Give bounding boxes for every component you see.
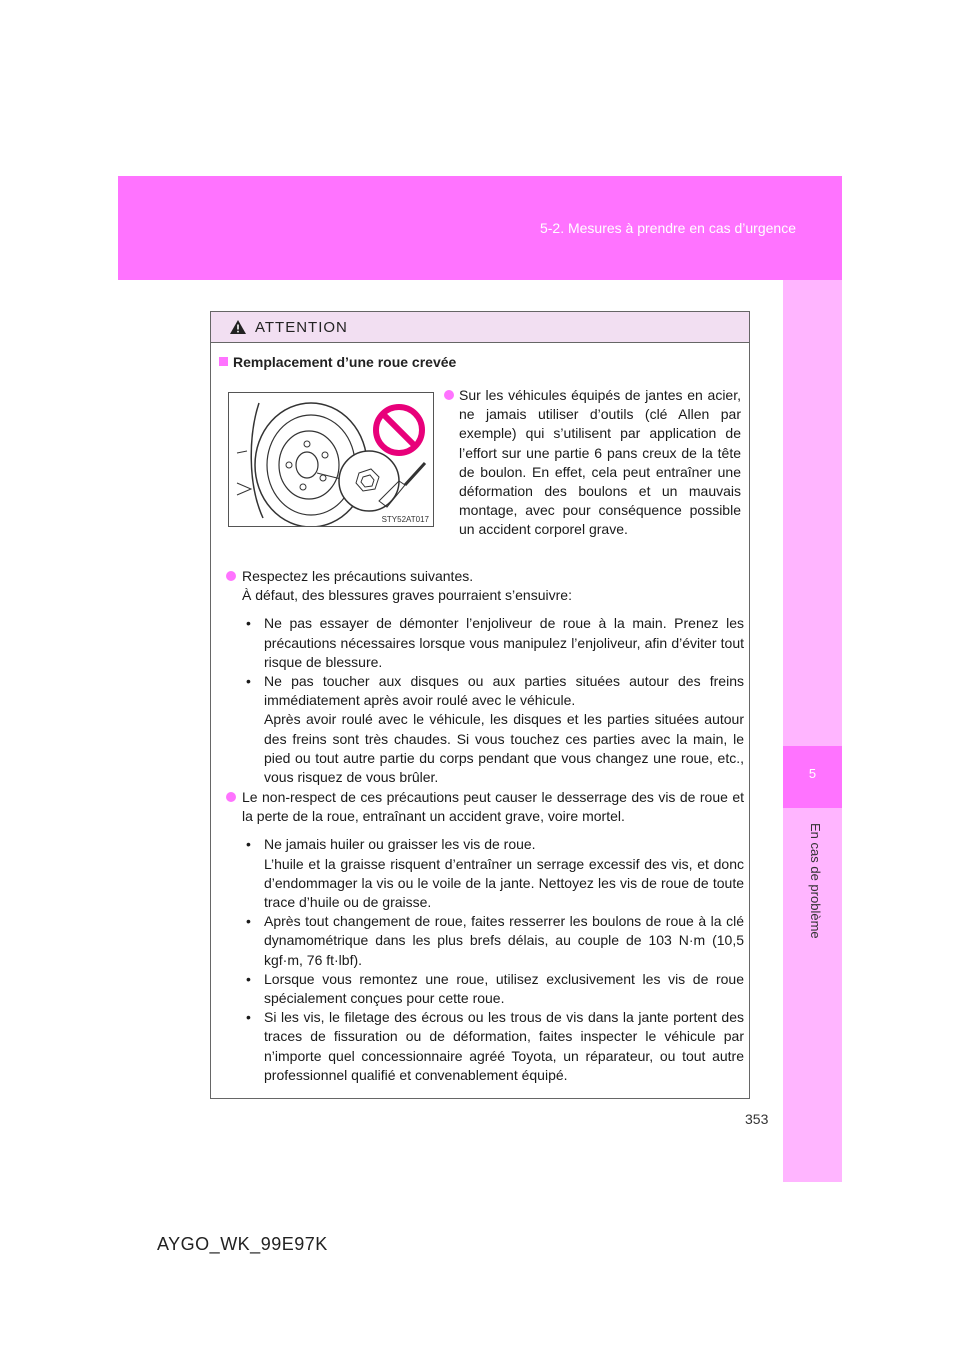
document-code: AYGO_WK_99E97K [157,1234,328,1254]
wheel-illustration [228,392,434,527]
chapter-number: 5 [808,766,817,781]
list-item: • Ne jamais huiler ou graisser les vis de roue. L’huile et la graisse risquent d’entraîner un serrage excessif des vis, et donc d’endommager la vis ou le voile de la jante. Nettoyez les vis de roue de toute trace d’huile ou de graisse. [246,836,744,911]
chapter-name: En cas de problème [808,823,823,939]
caution-title: ATTENTION [255,318,348,336]
section-title: 5-2. Mesures à prendre en cas d’urgence [539,220,796,236]
warning-icon [229,319,247,335]
caution-point-3: Le non-respect de ces précautions peut causer le desserrage des vis de roue et la perte de la roue, entraînant un accident grave, voire mortel. • Ne jamais huiler ou graisser les vis de roue. L’huile et la graisse risquent d’entraîner un serrage excessif des vis, et donc d’endommager la vis ou le voile de la jante. Nettoyez les vis de roue de toute trace d’huile ou de graisse. • Après tout changement de roue, faites resserrer les boulons de roue à la clé dynamométrique dans les plus brefs délais, au couple de 103 N·m (10,5 kgf·m, 76 ft·lbf). • Lorsque vous remontez une roue, utilisez exclusivement les vis de roue spécialement conçues pour cette roue. • Si les vis, le filetage des écrous ou les trous de vis dans la jante portent des traces de fissuration ou de déformation, faites inspecter le véhicule par n’importe quel concessionnaire agréé Toyota, un réparateur, ou tout autre professionnel qualifié et convenablement équipé. [226,788,744,1085]
chapter-tab-active [783,746,842,808]
chapter-side-tab[interactable] [783,280,842,1182]
list-item: • Ne pas essayer de démonter l’enjoliveur de roue à la main. Prenez les précautions nécessaires lorsque vous manipulez l’enjoliveur, afin d’éviter tout risque de blessure. [246,615,744,670]
round-bullet-icon [444,390,454,400]
list-item: • Après tout changement de roue, faites resserrer les boulons de roue à la clé dynamométrique dans les plus brefs délais, au couple de 103 N·m (10,5 kgf·m, 76 ft·lbf). [246,913,744,968]
square-bullet-icon [219,357,228,366]
caution-point-2: Respectez les précautions suivantes. À défaut, des blessures graves pourraient s’ensuivre: • Ne pas essayer de démonter l’enjoliveur de roue à la main. Prenez les précautions nécessaires lorsque vous manipulez l’enjoliveur, afin d’éviter tout risque de blessure. • Ne pas toucher aux disques ou aux parties situées autour des freins immédiatement après avoir roulé avec le véhicule. Après avoir roulé avec le véhicule, les disques et les parties situées autour des freins sont très chaudes. Si vous touchez ces parties avec la main, le pied ou tout autre partie du corps pendant que vous changez une roue, etc., vous risquez de vous brûler. [226,567,744,787]
image-code: STY52AT017 [381,515,429,524]
round-bullet-icon [226,792,236,802]
wheel-wrench-prohibited-icon [229,393,434,527]
list-item: • Ne pas toucher aux disques ou aux parties situées autour des freins immédiatement après avoir roulé avec le véhicule. Après avoir roulé avec le véhicule, les disques et les parties situées autour des freins sont très chaudes. Si vous touchez ces parties avec la main, le pied ou tout autre partie du corps pendant que vous changez une roue, etc., vous risquez de vous brûler. [246,673,744,786]
header-band [118,176,842,280]
caution-point-1: Sur les véhicules équipés de jantes en acier, ne jamais utiliser d’outils (clé Allen par exemple) qui s’utilisent par application de l’effort sur une partie 6 pans creux de la tête de boulon. En effet, cela peut entraîner une déformation des boulons et un mauvais montage, avec pour conséquence possible un accident corporel grave. [444,386,741,540]
caution-box [210,311,750,1099]
caution-header [211,312,749,343]
caution-heading: Remplacement d’une roue crevée [219,354,456,370]
list-item: • Lorsque vous remontez une roue, utilisez exclusivement les vis de roue spécialement conçues pour cette roue. [246,970,744,1007]
list-item: • Si les vis, le filetage des écrous ou les trous de vis dans la jante portent des traces de fissuration ou de déformation, faites inspecter le véhicule par n’importe quel concessionnaire agréé Toyota, un réparateur, ou tout autre professionnel qualifié et convenablement équipé. [246,1009,744,1083]
page-number: 353 [745,1111,769,1127]
round-bullet-icon [226,571,236,581]
